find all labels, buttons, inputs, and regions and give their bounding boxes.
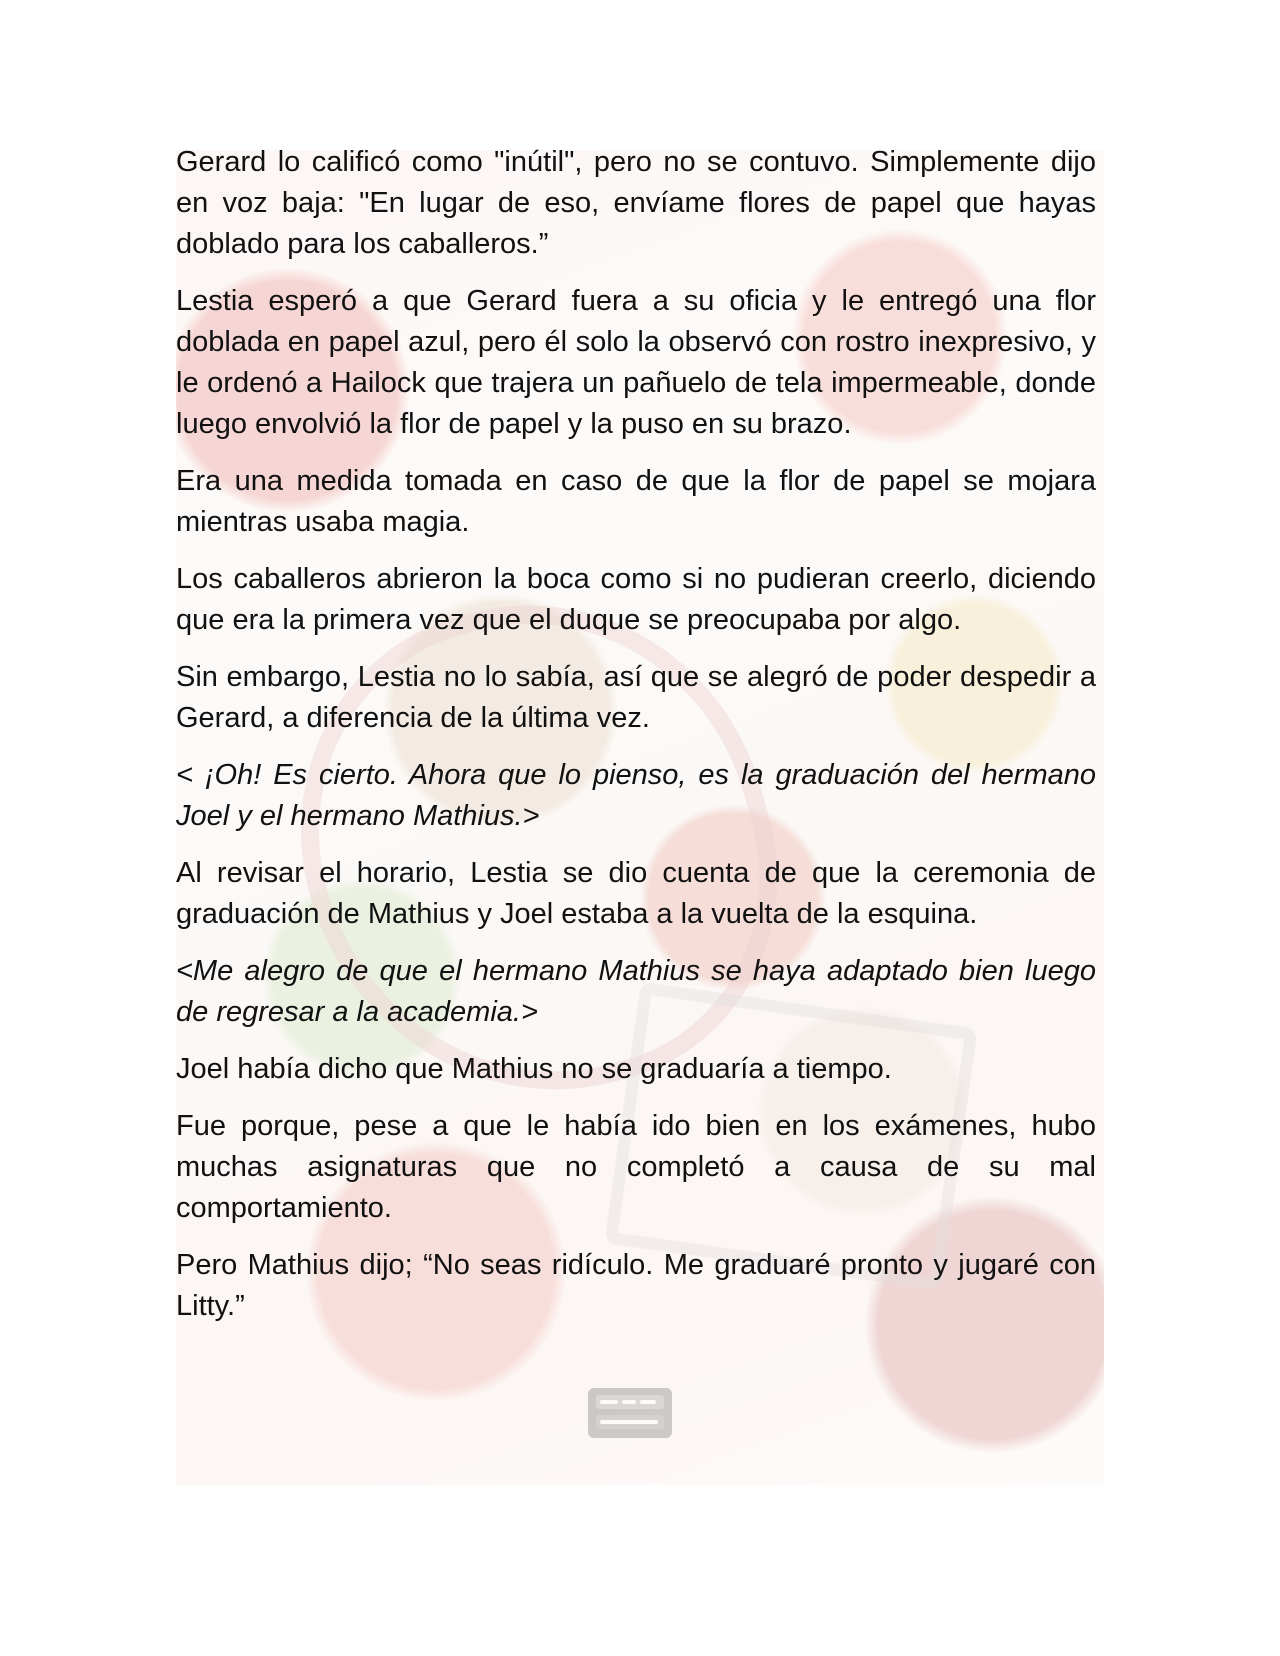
paragraph-11: Pero Mathius dijo; “No seas ridículo. Me graduaré pronto y jugaré con Litty.” [176,1249,1096,1322]
document-text [176,142,1096,1343]
paragraph-1: Gerard lo calificó como "inútil", pero no se contuvo. Simplemente dijo en voz baja: "En lugar de eso, envíame flores de papel que hayas doblado para los caballeros.” [176,146,1096,260]
paragraph-5: Sin embargo, Lestia no lo sabía, así que se alegró de poder despedir a Gerard, a diferencia de la última vez. [176,661,1096,734]
paragraph-7: Al revisar el horario, Lestia se dio cuenta de que la ceremonia de graduación de Mathius y Joel estaba a la vuelta de la esquina. [176,857,1096,930]
italic-thought-2: <Me alegro de que el hermano Mathius se haya adaptado bien luego de regresar a la academia.> [176,955,1096,1028]
paragraph-10: Fue porque, pese a que le había ido bien en los exámenes, hubo muchas asignaturas que no completó a causa de su mal comportamiento. [176,1110,1096,1224]
factory-logo-icon [584,1384,676,1442]
paragraph-4: Los caballeros abrieron la boca como si no pudieran creerlo, diciendo que era la primera vez que el duque se preocupaba por algo. [176,563,1096,636]
paragraph-9: Joel había dicho que Mathius no se graduaría a tiempo. [176,1053,892,1085]
paragraph-2: Lestia esperó a que Gerard fuera a su oficia y le entregó una flor doblada en papel azul, pero él solo la observó con rostro inexpresivo, y le ordenó a Hailock que trajera un pañuelo de tela impermeable, donde luego envolvió la flor de papel y la puso en su brazo. [176,285,1096,440]
italic-thought-1: < ¡Oh! Es cierto. Ahora que lo pienso, es la graduación del hermano Joel y el hermano Mathius.> [176,759,1096,832]
paragraph-3: Era una medida tomada en caso de que la flor de papel se mojara mientras usaba magia. [176,465,1096,538]
